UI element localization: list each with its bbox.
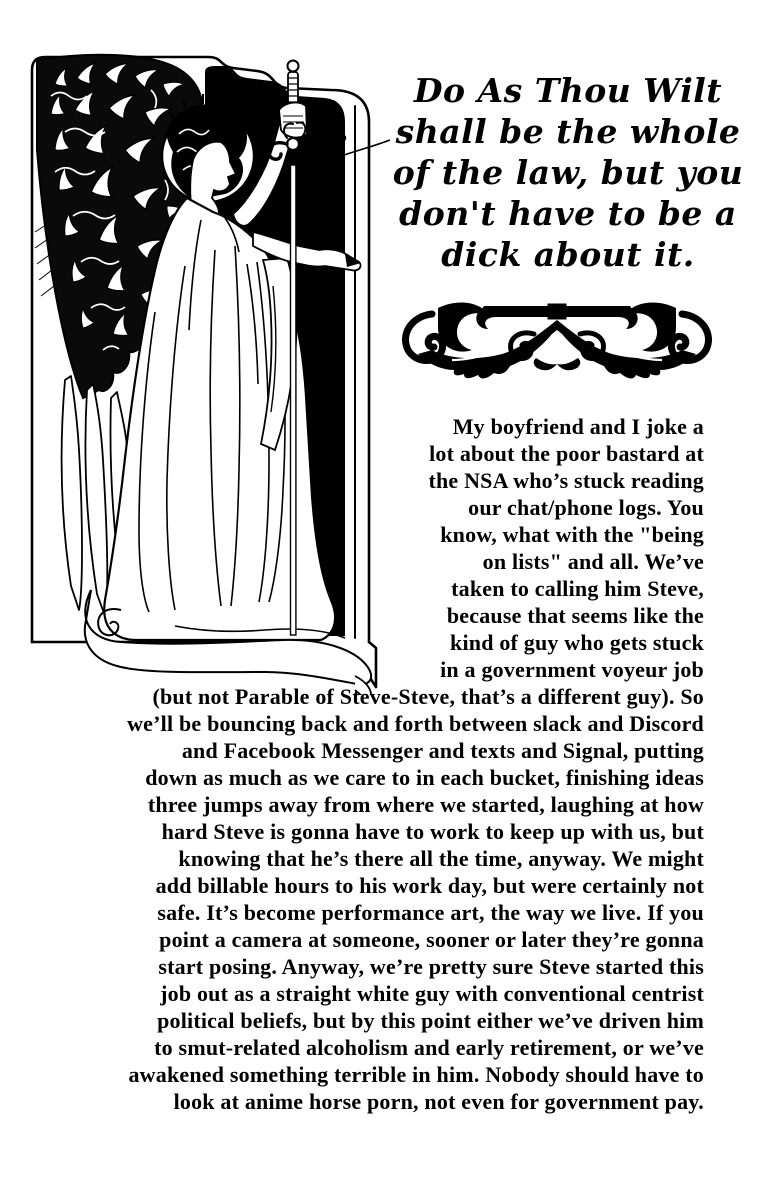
- title-line: of the law, but you: [392, 153, 744, 192]
- text-line: down as much as we care to in each bucket, finishing ideas: [145, 765, 704, 790]
- text-line: the NSA who’s stuck reading: [428, 468, 704, 493]
- text-line: on lists" and all. We’ve: [482, 549, 704, 574]
- text-line: start posing. Anyway, we’re pretty sure Steve started this: [158, 954, 704, 979]
- text-line: (but not Parable of Steve-Steve, that’s a different guy). So: [152, 684, 704, 709]
- body-text: [32, 413, 704, 1115]
- text-line: in a government voyeur job: [440, 657, 704, 682]
- text-line: safe. It’s become performance art, the way we live. If you: [157, 900, 704, 925]
- text-line: taken to calling him Steve,: [451, 576, 704, 601]
- text-line: point a camera at someone, sooner or later they’re gonna: [159, 927, 704, 952]
- title-line: dick about it.: [441, 235, 695, 274]
- title-line: shall be the whole: [395, 112, 741, 151]
- text-line: because that seems like the: [446, 603, 704, 628]
- text-line: look at anime horse porn, not even for government pay.: [173, 1089, 704, 1114]
- text-line: awakened something terrible in him. Nobody should have to: [128, 1062, 704, 1087]
- text-line: three jumps away from where we started, laughing at how: [147, 792, 704, 817]
- flourish-divider-icon: [392, 298, 722, 386]
- text-line: knowing that he’s there all the time, anyway. We might: [178, 846, 704, 871]
- text-line: and Facebook Messenger and texts and Signal, putting: [181, 738, 704, 763]
- title-line: Do As Thou Wilt: [413, 71, 723, 110]
- text-line: to smut-related alcoholism and early retirement, or we’ve: [154, 1035, 704, 1060]
- text-line: lot about the poor bastard at: [429, 441, 704, 466]
- text-line: we’ll be bouncing back and forth between slack and Discord: [127, 711, 704, 736]
- text-line: our chat/phone logs. You: [468, 495, 704, 520]
- page-title: [378, 70, 758, 275]
- text-line: job out as a straight white guy with conventional centrist: [160, 981, 704, 1006]
- text-line: kind of guy who gets stuck: [450, 630, 704, 655]
- text-line: political beliefs, but by this point either we’ve driven him: [157, 1008, 704, 1033]
- text-line: hard Steve is gonna have to work to keep up with us, but: [161, 819, 704, 844]
- text-line: know, what with the "being: [440, 522, 704, 547]
- text-line: My boyfriend and I joke a: [452, 414, 704, 439]
- text-line: add billable hours to his work day, but were certainly not: [155, 873, 704, 898]
- title-line: don't have to be a: [399, 194, 737, 233]
